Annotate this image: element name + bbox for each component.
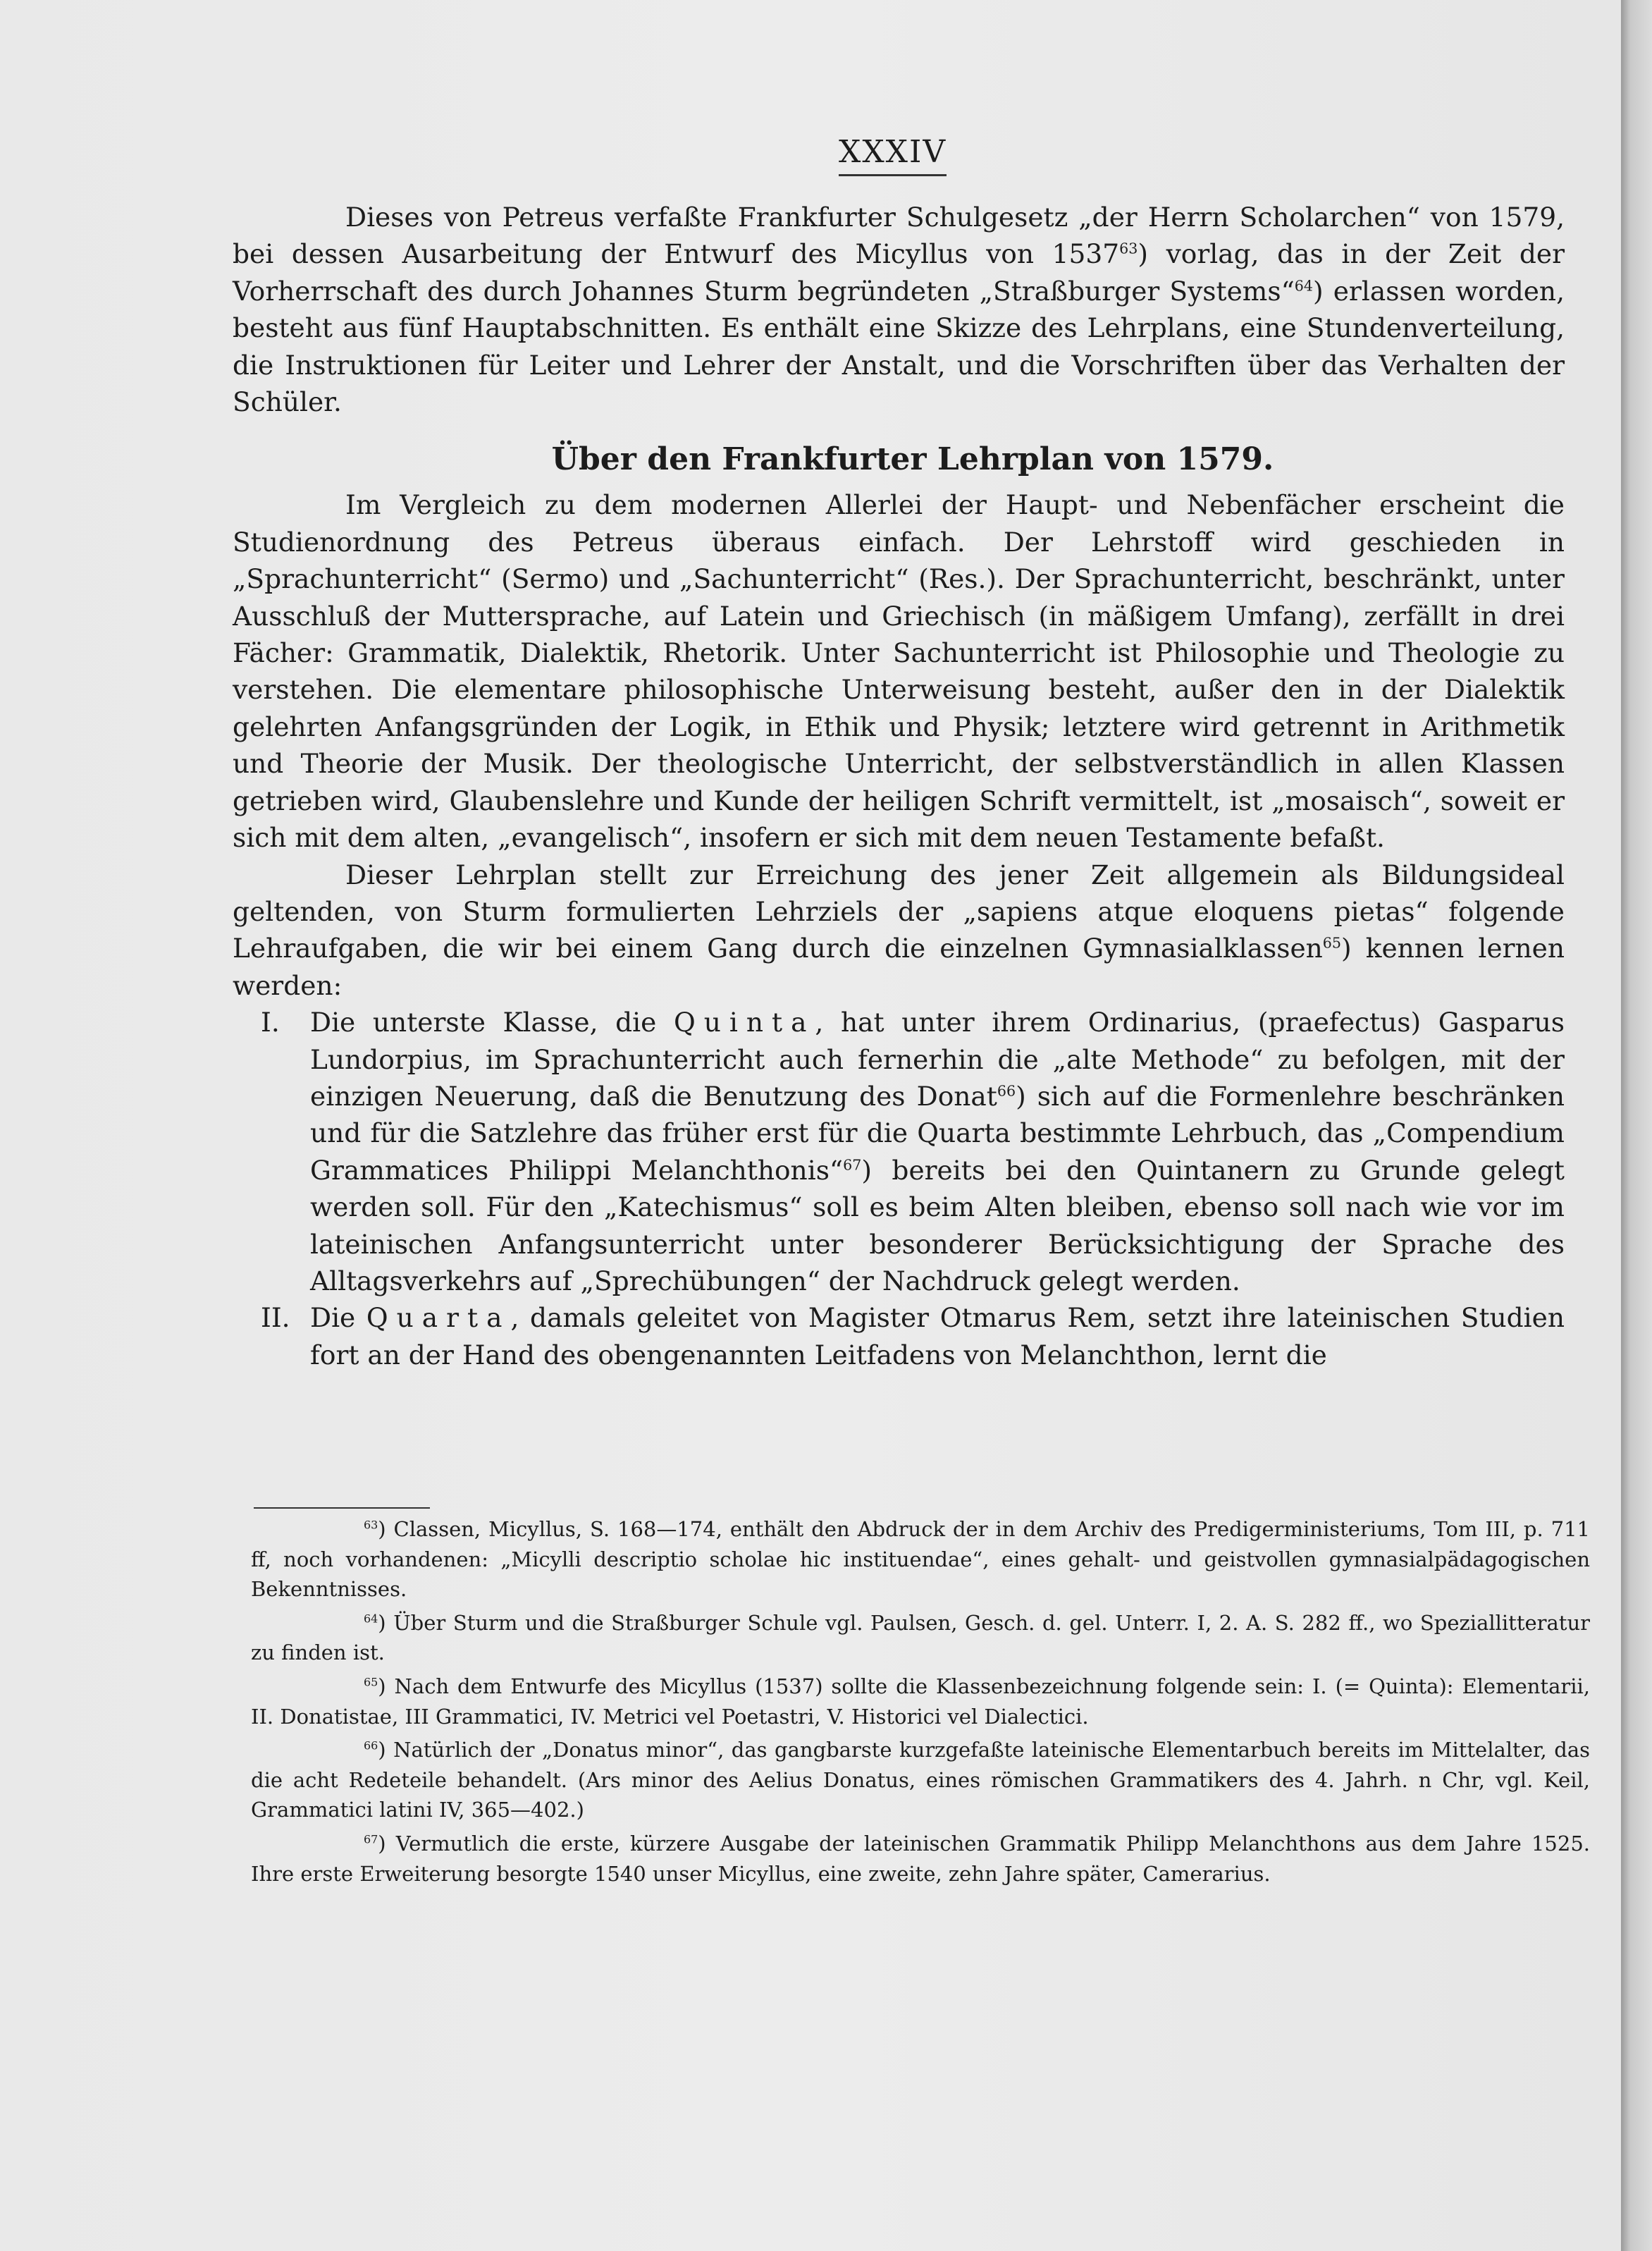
footnote-mark: 67 (364, 1832, 378, 1846)
page-edge (1621, 0, 1652, 2251)
class-name-spaced: Quinta (673, 1007, 815, 1038)
footnote-rule (254, 1507, 430, 1509)
list-item-quinta: I. Die unterste Klasse, die Quinta, hat unter ihrem Ordinarius, (praefectus) Gasparus Lundorpius, im Sprachunterricht auch fernerhin die „alte Methode“ zu befolgen, mit der einzigen Neuerung, daß die Benutzung des Donat$^{66}$) sich auf die Formenlehre beschränken und für die Satzlehre das früher erst für die Quarta bestimmte Lehrbuch, das „Compendium Grammatices Philippi Melanchthonis“$^{67}$) bereits bei den Quintanern zu Grunde gelegt werden soll. Für den „Katechismus“ soll es beim Alten bleiben, ebenso soll nach wie vor im lateinischen Anfangsunterricht unter besonderer Berücksichtigung der Sprache des Alltagsverkehrs auf „Sprechübungen“ der Nachdruck gelegt werden. (233, 1004, 1565, 1299)
footnote-mark: 64 (364, 1612, 378, 1626)
footnote-ref[interactable]: 63 (1119, 240, 1138, 257)
footnote-ref[interactable]: 66 (997, 1082, 1016, 1100)
footnote-64: $^{64}$) Über Sturm und die Straßburger Schule vgl. Paulsen, Gesch. d. gel. Unterr. I, 2. A. S. 282 ff., wo Speziallitteratur zu finden ist. (251, 1610, 1590, 1665)
list-item-number: II. (261, 1302, 290, 1334)
footnote-ref[interactable]: 67 (843, 1156, 862, 1174)
paragraph-intro: Dieses von Petreus verfaßte Frankfurter Schulgesetz „der Herrn Scholarchen“ von 1579, bei dessen Ausarbeitung der Entwurf des Micyllus von 1537$^{63}$) vorlag, das in der Zeit der Vorherrschaft des durch Johannes Sturm begründeten „Straßburger Systems“$^{64}$) erlassen worden, besteht aus fünf Hauptabschnitten. Es enthält eine Skizze des Lehrplans, eine Stundenverteilung, die Instruktionen für Leiter und Lehrer der Anstalt, und die Vorschriften über das Verhalten der Schüler. (233, 202, 1565, 418)
footnotes (251, 1514, 1590, 1889)
page-number: XXXIV (839, 134, 947, 176)
footnote-65: $^{65}$) Nach dem Entwurfe des Micyllus (1537) sollte die Klassenbezeichnung folgende sein: I. (= Quinta): Elementarii, II. Donatistae, III Grammatici, IV. Metrici vel Poetastri, V. Historici vel Dialectici. (251, 1674, 1590, 1729)
footnote-mark: 63 (364, 1518, 378, 1532)
class-name-spaced: Quarta (366, 1302, 511, 1334)
footnote-mark: 65 (364, 1675, 378, 1689)
paragraph-lehrziel: Dieser Lehrplan stellt zur Erreichung des jener Zeit allgemein als Bildungsideal geltenden, von Sturm formulierten Lehrziels der „sapiens atque eloquens pietas“ folgende Lehraufgaben, die wir bei einem Gang durch die einzelnen Gymnasialklassen$^{65}$) kennen lernen werden: (233, 859, 1565, 1001)
paragraph-curriculum: Im Vergleich zu dem modernen Allerlei der Haupt- und Nebenfächer erscheint die Studienordnung des Petreus überaus einfach. Der Lehrstoff wird geschieden in „Sprachunterricht“ (Sermo) und „Sachunterricht“ (Res.). Der Sprachunterricht, beschränkt, unter Ausschluß der Muttersprache, auf Latein und Griechisch (in mäßigem Umfang), zerfällt in drei Fächer: Grammatik, Dialektik, Rhetorik. Unter Sachunterricht ist Philosophie und Theologie zu verstehen. Die elementare philosophische Unterweisung besteht, außer den in der Dialektik gelehrten Anfangsgründen der Logik, in Ethik und Physik; letztere wird getrennt in Arithmetik und Theorie der Musik. Der theologische Unterricht, der selbstverständlich in allen Klassen getrieben wird, Glaubenslehre und Kunde der heiligen Schrift vermittelt, ist „mosaisch“, soweit er sich mit dem alten, „evangelisch“, insofern er sich mit dem neuen Testamente befaßt. (233, 489, 1565, 854)
footnote-67: $^{67}$) Vermutlich die erste, kürzere Ausgabe der lateinischen Grammatik Philipp Melanchthons aus dem Jahre 1525. Ihre erste Erweiterung besorgte 1540 unser Micyllus, eine zweite, zehn Jahre später, Camerarius. (251, 1831, 1590, 1886)
footnote-mark: 66 (364, 1738, 378, 1753)
footnote-ref[interactable]: 64 (1294, 277, 1313, 295)
main-text (233, 199, 1565, 1373)
list-item-number: I. (261, 1007, 280, 1038)
footnote-66: $^{66}$) Natürlich der „Donatus minor“, das gangbarste kurzgefaßte lateinische Elementarbuch bereits im Mittelalter, das die acht Redeteile behandelt. (Ars minor des Aelius Donatus, eines römischen Grammatikers des 4. Jahrh. n Chr, vgl. Keil, Grammatici latini IV, 365—402.) (251, 1738, 1590, 1822)
section-heading: Über den Frankfurter Lehrplan von 1579. (551, 441, 1274, 478)
list-item-quarta: II. Die Quarta, damals geleitet von Magister Otmarus Rem, setzt ihre lateinischen Studien fort an der Hand des obengenannten Leitfadens von Melanchthon, lernt die (233, 1299, 1565, 1373)
footnote-63: $^{63}$) Classen, Micyllus, S. 168—174, enthält den Abdruck der in dem Archiv des Predigerministeriums, Tom III, p. 711 ff, noch vorhandenen: „Micylli descriptio scholae hic instituendae“, eines gehalt- und geistvollen gymnasialpädagogischen Bekenntnisses. (251, 1517, 1590, 1602)
footnote-ref[interactable]: 65 (1322, 934, 1342, 952)
